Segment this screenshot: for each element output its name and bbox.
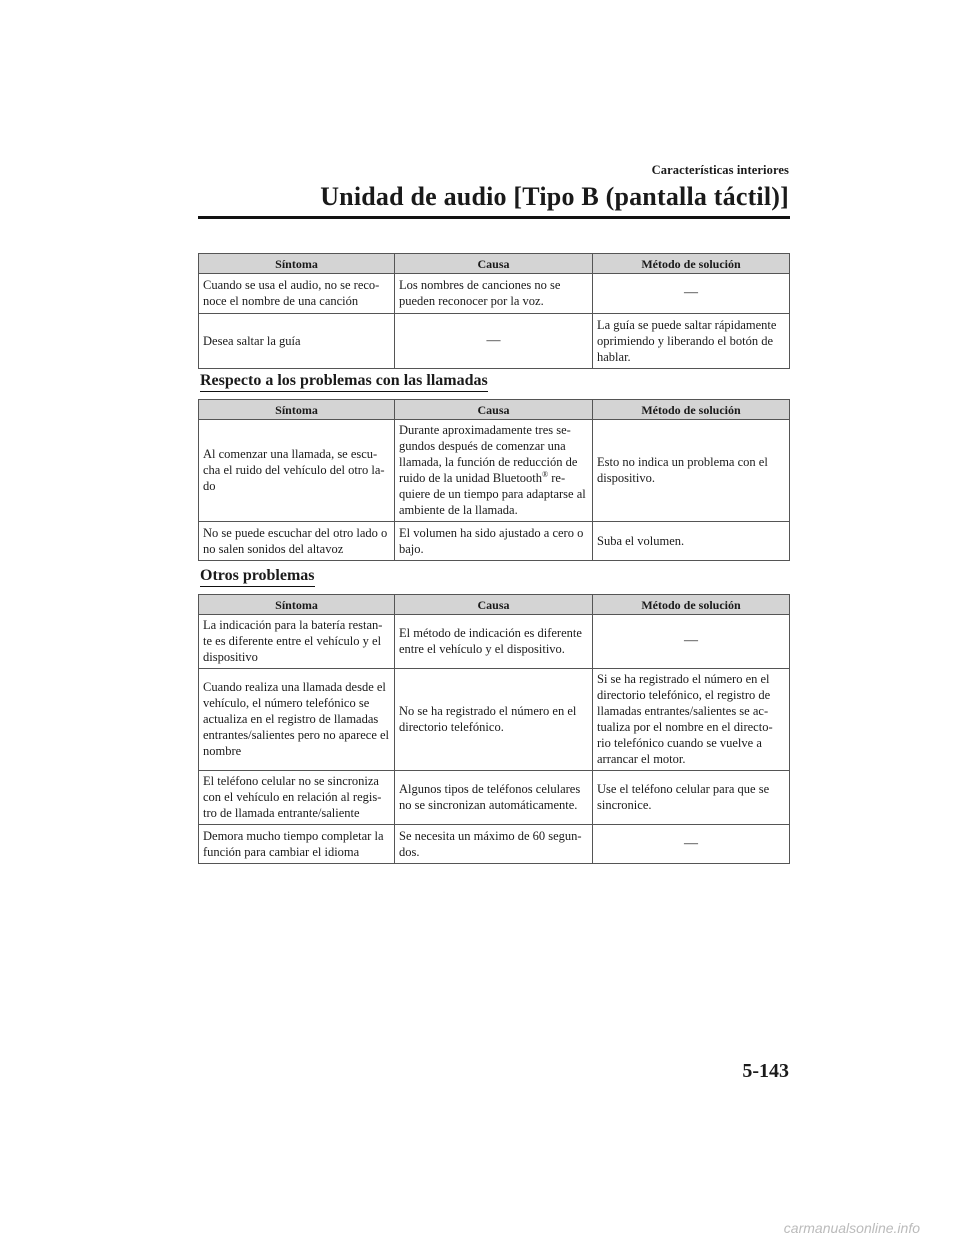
solution-cell: — <box>593 274 790 314</box>
solution-cell: Esto no indica un problema con el dispositivo. <box>593 420 790 522</box>
table-row <box>199 522 790 561</box>
column-header-symptom: Síntoma <box>199 254 395 274</box>
cause-cell: Algunos tipos de teléfonos celulares no se sincronizan automáticamente. <box>395 771 593 825</box>
section-label: Características interiores <box>651 163 789 177</box>
column-header-solution: Método de solución <box>593 254 790 274</box>
column-header-solution: Método de solución <box>593 595 790 615</box>
column-header-solution: Método de solución <box>593 400 790 420</box>
title-divider <box>198 216 790 219</box>
registered-mark: ® <box>542 469 549 479</box>
symptom-cell: Desea saltar la guía <box>199 314 395 369</box>
solution-cell: Si se ha registrado el número en el directorio telefónico, el registro de llamadas entrantes/salientes se ac-tualiza por el nombre en el directo-rio telefónico cuando se vuelve a arrancar el motor. <box>593 669 790 771</box>
symptom-cell: Cuando realiza una llamada desde el vehículo, el número telefónico se actualiza en el registro de llamadas entrantes/salientes pero no aparece el nombre <box>199 669 395 771</box>
table-row <box>199 669 790 771</box>
table-row <box>199 771 790 825</box>
symptom-cell: La indicación para la batería restan-te es diferente entre el vehículo y el dispositivo <box>199 615 395 669</box>
audio-troubleshooting-table <box>198 253 790 369</box>
other-problems-table <box>198 594 790 864</box>
column-header-symptom: Síntoma <box>199 400 395 420</box>
symptom-cell: El teléfono celular no se sincroniza con el vehículo en relación al regis-tro de llamada entrante/saliente <box>199 771 395 825</box>
column-header-symptom: Síntoma <box>199 595 395 615</box>
cause-cell: El método de indicación es diferente entre el vehículo y el dispositivo. <box>395 615 593 669</box>
table-row <box>199 274 790 314</box>
table-header-row <box>199 595 790 615</box>
symptom-cell: Cuando se usa el audio, no se reco-noce el nombre de una canción <box>199 274 395 314</box>
table-row <box>199 825 790 864</box>
table-header-row <box>199 400 790 420</box>
cause-cell: — <box>395 314 593 369</box>
table-row <box>199 314 790 369</box>
symptom-cell: Demora mucho tiempo completar la función para cambiar el idioma <box>199 825 395 864</box>
solution-cell: Suba el volumen. <box>593 522 790 561</box>
symptom-cell: Al comenzar una llamada, se escu-cha el ruido del vehículo del otro la-do <box>199 420 395 522</box>
calls-section-heading: Respecto a los problemas con las llamadas <box>200 372 488 392</box>
cause-cell <box>395 420 593 522</box>
column-header-cause: Causa <box>395 595 593 615</box>
cause-cell: No se ha registrado el número en el directorio telefónico. <box>395 669 593 771</box>
solution-cell: — <box>593 615 790 669</box>
watermark: carmanualsonline.info <box>783 1220 920 1236</box>
cause-cell: El volumen ha sido ajustado a cero o bajo. <box>395 522 593 561</box>
calls-troubleshooting-table <box>198 399 790 561</box>
page-number: 5-143 <box>742 1060 789 1082</box>
solution-cell: — <box>593 825 790 864</box>
table-row <box>199 420 790 522</box>
column-header-cause: Causa <box>395 400 593 420</box>
table-header-row <box>199 254 790 274</box>
page-title: Unidad de audio [Tipo B (pantalla táctil)] <box>320 182 789 211</box>
cause-cell: Los nombres de canciones no se pueden reconocer por la voz. <box>395 274 593 314</box>
cause-text-part: Durante aproximadamente tres se-gundos después de comenzar una llamada, la función de reducción de ruido de la unidad Bluetooth <box>399 423 578 485</box>
solution-cell: Use el teléfono celular para que se sincronice. <box>593 771 790 825</box>
solution-cell: La guía se puede saltar rápidamente oprimiendo y liberando el botón de hablar. <box>593 314 790 369</box>
table-row <box>199 615 790 669</box>
cause-text-part: re-quiere de un tiempo para adaptarse al ambiente de la llamada. <box>399 471 586 517</box>
cause-cell: Se necesita un máximo de 60 segun-dos. <box>395 825 593 864</box>
other-problems-heading: Otros problemas <box>200 567 315 587</box>
symptom-cell: No se puede escuchar del otro lado o no salen sonidos del altavoz <box>199 522 395 561</box>
column-header-cause: Causa <box>395 254 593 274</box>
